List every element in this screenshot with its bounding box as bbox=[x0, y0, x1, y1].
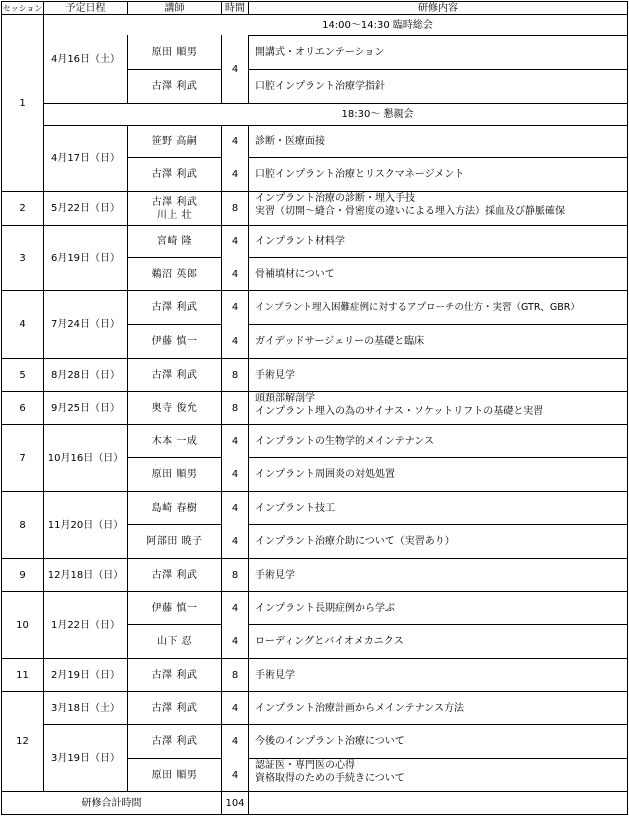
topic-text: インプラント治療計画からメインテナンス方法 bbox=[255, 702, 464, 714]
topic-line: インプラント埋入の為のサイナス・ソケットリフトの基礎と実習 bbox=[255, 406, 544, 417]
instructor-name-line: 古澤 利武 bbox=[151, 196, 198, 208]
instructor-name: 原田 順男 bbox=[151, 47, 198, 58]
session-number: 12 bbox=[16, 736, 29, 747]
schedule-date: 7月24日（日） bbox=[50, 319, 121, 330]
hours-value: 8 bbox=[231, 369, 239, 381]
instructor-name: 古澤 利武 bbox=[151, 81, 198, 92]
hours-value: 4 bbox=[231, 336, 239, 347]
topic-line: 実習（切開～縫合・骨密度の違いによる埋入方法）採血及び静脈確保 bbox=[255, 206, 565, 217]
instructor-name: 古澤 利武 bbox=[151, 169, 198, 180]
hours-value: 4 bbox=[231, 769, 239, 781]
hours-value: 8 bbox=[231, 402, 239, 414]
schedule-date: 1月22日（日） bbox=[50, 619, 121, 631]
header-content: 研修内容 bbox=[418, 2, 458, 14]
instructor-name: 古澤 利武 bbox=[151, 669, 198, 681]
schedule-date: 2月19日（日） bbox=[50, 669, 121, 681]
topic-text bbox=[249, 192, 627, 225]
topic-line: インプラント治療の診断・埋入手技 bbox=[255, 193, 415, 204]
hours-value: 4 bbox=[231, 636, 239, 647]
topic-text bbox=[249, 759, 627, 791]
hours-value: 8 bbox=[231, 569, 239, 581]
instructor-name: 木本 一成 bbox=[151, 435, 198, 447]
instructor-name: 原田 順男 bbox=[151, 769, 198, 781]
topic-text: インプラント材料学 bbox=[255, 236, 345, 247]
instructor-name: 宮崎 隆 bbox=[156, 236, 193, 247]
hours-value: 4 bbox=[231, 268, 239, 280]
hours-value: 4 bbox=[231, 169, 239, 180]
hours-value: 4 bbox=[231, 736, 239, 747]
session-number: 7 bbox=[19, 452, 26, 464]
topic-text: 今後のインプラント治療について bbox=[255, 736, 405, 747]
instructor-name bbox=[128, 192, 221, 225]
topic-text: ローディングとバイオメカニクス bbox=[255, 636, 404, 647]
schedule-date: 4月17日（日） bbox=[50, 153, 121, 164]
schedule-date: 8月28日（日） bbox=[50, 369, 121, 381]
topic-text: 口腔インプラント治療学指針 bbox=[255, 81, 385, 92]
hours-value: 4 bbox=[231, 302, 239, 313]
topic-text: 手術見学 bbox=[255, 669, 295, 681]
event-party: 18:30～ 懇親会 bbox=[341, 109, 414, 120]
session-number: 10 bbox=[16, 619, 29, 631]
topic-text: ガイデッドサージェリーの基礎と臨床 bbox=[255, 336, 425, 347]
topic-text: インプラント治療介助について（実習あり） bbox=[255, 536, 455, 547]
hours-value: 8 bbox=[231, 669, 239, 681]
instructor-name: 古澤 利武 bbox=[151, 702, 198, 714]
session-number: 6 bbox=[19, 402, 26, 414]
hours-value: 4 bbox=[231, 435, 239, 447]
total-hours-value: 104 bbox=[225, 797, 245, 809]
topic-text: インプラント周囲炎の対処処置 bbox=[255, 469, 395, 480]
topic-line: 資格取得のための手続きについて bbox=[255, 773, 405, 784]
session-number: 9 bbox=[19, 569, 26, 581]
session-number: 4 bbox=[19, 319, 26, 330]
header-instructor: 講師 bbox=[164, 2, 185, 14]
hours-value: 4 bbox=[231, 536, 239, 547]
schedule-date: 5月22日（日） bbox=[50, 203, 121, 214]
header-session: セッション bbox=[2, 3, 43, 13]
topic-text: インプラント埋入困難症例に対するアプローチの仕方・実習（GTR、GBR） bbox=[255, 302, 580, 313]
topic-text: インプラント長期症例から学ぶ bbox=[255, 602, 395, 614]
hours-value: 4 bbox=[231, 136, 239, 147]
topic-text: 骨補填材について bbox=[255, 268, 335, 280]
table-border-right bbox=[627, 1, 628, 815]
topic-text: インプラントの生物学的メインテナンス bbox=[255, 435, 434, 447]
instructor-name: 阿部田 暁子 bbox=[146, 536, 203, 547]
schedule-date: 3月19日（日） bbox=[50, 752, 121, 764]
session-number: 2 bbox=[19, 203, 26, 214]
schedule-date: 4月16日（土） bbox=[50, 53, 121, 65]
hours-value: 4 bbox=[231, 236, 239, 247]
topic-line: 頭頚部解剖学 bbox=[255, 393, 315, 404]
instructor-name: 笹野 高嗣 bbox=[151, 136, 198, 147]
schedule-date: 11月20日（日） bbox=[47, 519, 124, 531]
instructor-name: 原田 順男 bbox=[151, 469, 198, 480]
instructor-name: 鵜沼 英郎 bbox=[151, 268, 198, 280]
session-number: 3 bbox=[19, 252, 26, 264]
instructor-name: 古澤 利武 bbox=[151, 369, 198, 381]
header-date: 予定日程 bbox=[65, 2, 106, 14]
topic-line: 認証医・専門医の心得 bbox=[255, 760, 355, 771]
schedule-date: 10月16日（日） bbox=[47, 452, 124, 464]
topic-text: 診断・医療面接 bbox=[255, 136, 325, 147]
instructor-name: 伊藤 慎一 bbox=[151, 602, 198, 614]
session-number: 1 bbox=[19, 97, 26, 109]
session-number: 11 bbox=[16, 669, 29, 681]
instructor-name: 古澤 利武 bbox=[151, 569, 198, 581]
instructor-name: 山下 忍 bbox=[156, 636, 193, 647]
instructor-name-line: 川上 壮 bbox=[156, 209, 193, 221]
total-hours-label: 研修合計時間 bbox=[81, 797, 142, 809]
header-hours: 時間 bbox=[225, 2, 245, 14]
session-number: 5 bbox=[19, 369, 26, 381]
topic-text: 口腔インプラント治療とリスクマネージメント bbox=[255, 169, 465, 180]
hours-value: 4 bbox=[231, 469, 239, 480]
hours-value: 4 bbox=[231, 502, 239, 514]
topic-text: 手術見学 bbox=[255, 569, 295, 581]
hours-value: 4 bbox=[231, 702, 239, 714]
instructor-name: 伊藤 慎一 bbox=[151, 336, 198, 347]
topic-text: 開講式・オリエンテーション bbox=[255, 47, 385, 58]
schedule-date: 6月19日（日） bbox=[50, 252, 121, 264]
schedule-date: 9月25日（日） bbox=[50, 402, 121, 414]
hours-value: 8 bbox=[231, 203, 239, 214]
hours-value: 4 bbox=[231, 602, 239, 614]
schedule-date: 12月18日（日） bbox=[47, 569, 124, 581]
topic-text: 手術見学 bbox=[255, 369, 295, 381]
session-number: 8 bbox=[19, 519, 26, 531]
schedule-date: 3月18日（土） bbox=[50, 702, 121, 714]
topic-text bbox=[249, 392, 627, 424]
topic-text: インプラント技工 bbox=[255, 502, 335, 514]
event-assembly: 14:00～14:30 臨時総会 bbox=[322, 19, 433, 31]
hours-value: 4 bbox=[231, 64, 239, 75]
instructor-name: 古澤 利武 bbox=[151, 302, 198, 313]
instructor-name: 島崎 春樹 bbox=[151, 502, 198, 514]
table-border-bottom bbox=[1, 814, 628, 815]
instructor-name: 古澤 利武 bbox=[151, 736, 198, 747]
instructor-name: 奥寺 俊允 bbox=[151, 402, 198, 414]
